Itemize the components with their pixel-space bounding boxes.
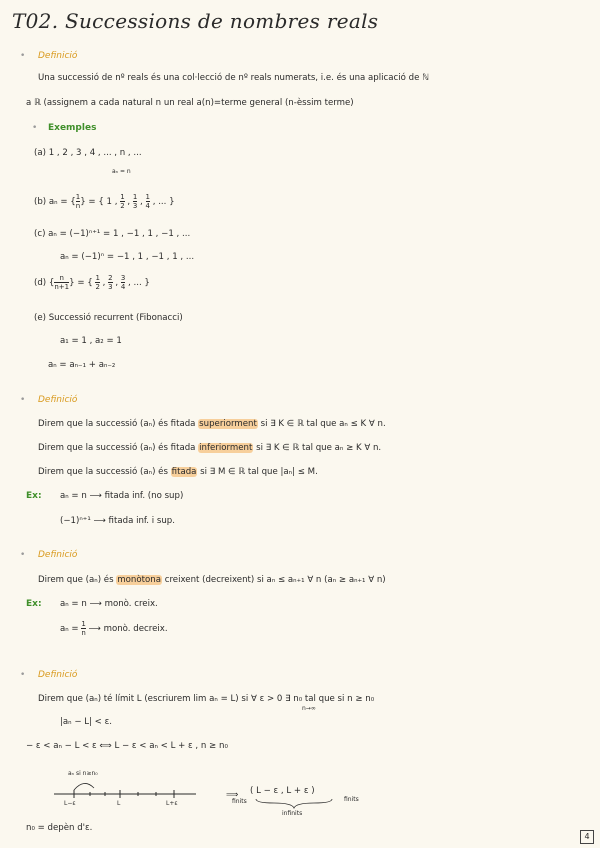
text: aₙ = bbox=[60, 624, 82, 634]
example-e-recurrence: aₙ = aₙ₋₁ + aₙ₋₂ bbox=[48, 360, 116, 370]
interval-arc bbox=[74, 783, 94, 790]
limit-equivalence: − ε < aₙ − L < ε ⟺ L − ε < aₙ < L + ε , n ≥ n₀ bbox=[26, 741, 228, 751]
example-b-mid: = { 1 , bbox=[85, 197, 121, 207]
number-line-left-label: L−ε bbox=[64, 800, 76, 807]
text: creixent (decreixent) si aₙ ≤ aₙ₊₁ ∀ n (aₙ ≥ aₙ₊₁ ∀ n) bbox=[161, 575, 386, 585]
infinite-label: infinits bbox=[282, 810, 303, 817]
number-line-top-label: aₙ si n≥n₀ bbox=[68, 770, 98, 777]
bounded-example-2: (−1)ⁿ⁺¹ ⟶ fitada inf. i sup. bbox=[60, 516, 175, 526]
highlight-term: monòtona bbox=[117, 575, 161, 585]
definition-text-line1: Una successió de nº reals és una col·lecció de nº reals numerats, i.e. és una aplicació de ℕ bbox=[38, 73, 429, 83]
bullet: • bbox=[20, 395, 26, 405]
ex-label: Ex: bbox=[26, 491, 42, 501]
example-b-end: , ... } bbox=[150, 197, 175, 207]
page-number: 4 bbox=[580, 830, 594, 844]
fraction: $\frac{1}{n}$ bbox=[75, 193, 81, 210]
fraction: $\frac{1}{3}$ bbox=[132, 193, 138, 210]
definition-label: Definició bbox=[38, 395, 78, 405]
example-a-formula: aₙ = n bbox=[112, 168, 131, 175]
fraction: $\frac{1}{4}$ bbox=[145, 193, 150, 210]
limit-condition: |aₙ − L| < ε. bbox=[60, 717, 112, 727]
example-e: (e) Successió recurrent (Fibonacci) bbox=[34, 313, 183, 323]
number-line-mid-label: L bbox=[117, 800, 121, 807]
limit-definition: Direm que (aₙ) té límit L (escriurem lim aₙ = L) si ∀ ε > 0 ∃ n₀ tal que si n ≥ n₀ bbox=[38, 694, 375, 704]
number-line-right-label: L+ε bbox=[166, 800, 178, 807]
text: ⟶ monò. decreix. bbox=[85, 624, 168, 634]
n0-note: n₀ = depèn d'ε. bbox=[26, 823, 93, 833]
bounded-definition bbox=[38, 466, 318, 478]
bounded-above-definition bbox=[38, 418, 386, 430]
example-a: (a) 1 , 2 , 3 , 4 , ... , n , ... bbox=[34, 148, 142, 158]
underbrace bbox=[254, 797, 334, 809]
highlight-term: superiorment bbox=[199, 419, 257, 429]
definition-label: Definició bbox=[38, 550, 78, 560]
fraction: $\frac{1}{2}$ bbox=[95, 274, 100, 291]
bullet: • bbox=[20, 550, 26, 560]
example-c: (c) aₙ = (−1)ⁿ⁺¹ = 1 , −1 , 1 , −1 , ... bbox=[34, 229, 191, 239]
finite-label-right: finits bbox=[344, 796, 359, 803]
example-d: (d) { $\frac{n}{n+1}$ } = { $\frac{1}{2}$ , $\frac{2}{3}$ , $\frac{3}{4}$ , ... } bbox=[34, 274, 150, 291]
finite-label-left: finits bbox=[232, 798, 247, 805]
monotone-example-1: aₙ = n ⟶ monò. creix. bbox=[60, 599, 158, 609]
monotone-example-2 bbox=[60, 619, 168, 639]
bracket: } bbox=[69, 278, 75, 288]
text: si ∃ K ∈ ℝ tal que aₙ ≥ K ∀ n. bbox=[253, 443, 382, 453]
fraction: $\frac{2}{3}$ bbox=[108, 274, 113, 291]
example-d-prefix: (d) bbox=[34, 278, 49, 288]
monotone-definition bbox=[38, 574, 386, 586]
fraction: $\frac{1}{2}$ bbox=[120, 193, 125, 210]
bounded-below-definition bbox=[38, 442, 381, 454]
example-e-initial: a₁ = 1 , a₂ = 1 bbox=[60, 336, 122, 346]
text: Direm que (aₙ) és bbox=[38, 575, 117, 585]
example-b: (b) aₙ = { $\frac{1}{n}$ } = { 1 , $\frac{1}{2}$ , $\frac{1}{3}$ , $\frac{1}{4}$ , ... } bbox=[34, 193, 175, 210]
fraction: $\frac{n}{n+1}$ bbox=[54, 274, 70, 291]
implication-arrow: ⟹ bbox=[226, 790, 239, 800]
text: si ∃ M ∈ ℝ tal que |aₙ| ≤ M. bbox=[197, 467, 318, 477]
text: Direm que la successió (aₙ) és fitada bbox=[38, 419, 199, 429]
definition-label: Definició bbox=[38, 51, 78, 61]
fraction: $\frac{3}{4}$ bbox=[120, 274, 126, 291]
interval-expression: ( L − ε , L + ε ) bbox=[250, 786, 315, 796]
example-d-end: , ... } bbox=[125, 278, 150, 288]
page-title: T02. Successions de nombres reals bbox=[12, 9, 379, 33]
highlight-term: fitada bbox=[171, 467, 197, 477]
text: Direm que la successió (aₙ) és fitada bbox=[38, 443, 199, 453]
example-b-prefix: (b) aₙ = bbox=[34, 197, 71, 207]
bullet: • bbox=[20, 51, 26, 61]
text: si ∃ K ∈ ℝ tal que aₙ ≤ K ∀ n. bbox=[257, 419, 386, 429]
limit-subscript: n→∞ bbox=[302, 705, 316, 712]
bracket: { bbox=[70, 197, 76, 207]
bracket: } bbox=[80, 197, 86, 207]
example-c-variant: aₙ = (−1)ⁿ = −1 , 1 , −1 , 1 , ... bbox=[60, 252, 195, 262]
examples-label: Exemples bbox=[48, 123, 97, 133]
bounded-example-1: aₙ = n ⟶ fitada inf. (no sup) bbox=[60, 491, 184, 501]
highlight-term: inferiorment bbox=[199, 443, 253, 453]
example-d-mid: = { bbox=[74, 278, 96, 288]
bullet: • bbox=[20, 670, 26, 680]
fraction: $\frac{1}{n}$ bbox=[81, 620, 86, 637]
text: Direm que la successió (aₙ) és bbox=[38, 467, 171, 477]
ex-label: Ex: bbox=[26, 599, 42, 609]
definition-text-line2: a ℝ (assignem a cada natural n un real a(n)=terme general (n-èssim terme) bbox=[26, 98, 354, 108]
definition-label: Definició bbox=[38, 670, 78, 680]
bullet: • bbox=[32, 123, 38, 133]
bracket: { bbox=[48, 278, 55, 288]
